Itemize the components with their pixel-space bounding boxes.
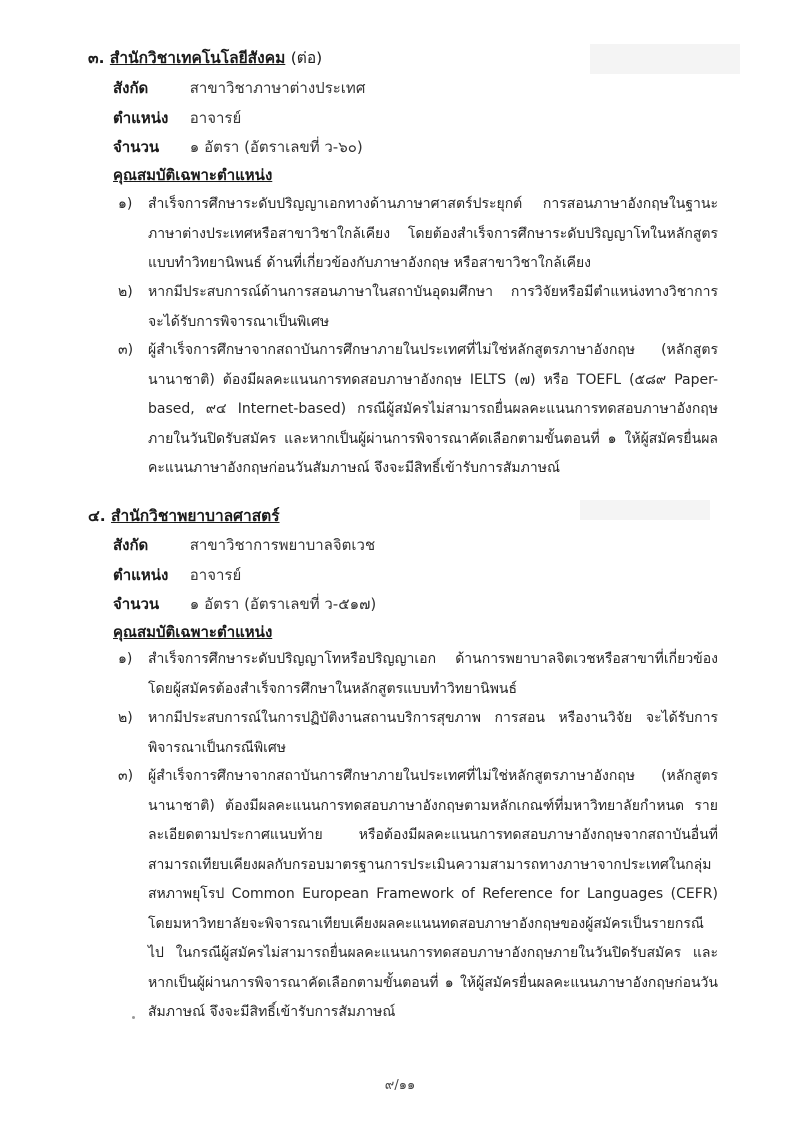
quantity-value: ๑ อัตรา (อัตราเลขที่ ว-๕๑๗) <box>189 595 377 613</box>
section-4-item-1 <box>118 645 718 704</box>
section-4-name: สำนักวิชาพยาบาลศาสตร์ <box>111 507 280 525</box>
item-number: ๑) <box>118 196 133 212</box>
item-number: ๒) <box>118 284 133 300</box>
page-number: ๙/๑๑ <box>384 1078 416 1093</box>
affiliation-label: สังกัด <box>113 536 149 554</box>
section-3-suffix: (ต่อ) <box>290 49 323 67</box>
item-text: สำเร็จการศึกษาระดับปริญญาเอกทางด้านภาษาศาสตร์ประยุกต์ การสอนภาษาอังกฤษในฐานะภาษาต่างประเทศหรือสาขาวิชาใกล้เคียง โดยต้องสำเร็จการศึกษาระดับปริญญาโทในหลักสูตรแบบทำวิทยานิพนธ์ ด้านที่เกี่ยวข้องกับภาษาอังกฤษ หรือสาขาวิชาใกล้เคียง <box>148 196 718 271</box>
position-value: อาจารย์ <box>189 109 242 127</box>
affiliation-label: สังกัด <box>113 79 149 97</box>
section-4-item-3 <box>118 762 718 1028</box>
section-4-item-2 <box>118 704 718 763</box>
section-3-item-3 <box>118 336 718 484</box>
section-3-item-2 <box>118 278 718 337</box>
section-3-qualifications-heading: คุณสมบัติเฉพาะตำแหน่ง <box>113 166 273 184</box>
section-3-position <box>113 106 241 130</box>
section-3-item-1 <box>118 190 718 279</box>
item-text: ผู้สำเร็จการศึกษาจากสถาบันการศึกษาภายในประเทศที่ไม่ใช่หลักสูตรภาษาอังกฤษ (หลักสูตรนานาชาติ) ต้องมีผลคะแนนการทดสอบภาษาอังกฤษ IELTS (๗) หรือ TOEFL (๕๘๙ Paper-based, ๙๔ Internet-based) กรณีผู้สมัครไม่สามารถยื่นผลคะแนนการทดสอบภาษาอังกฤษภายในวันปิดรับสมัคร และหากเป็นผู้ผ่านการพิจารณาคัดเลือกตามขั้นตอนที่ ๑ ให้ผู้สมัครยื่นผลคะแนนภาษาอังกฤษก่อนวันสัมภาษณ์ จึงจะมีสิทธิ์เข้ารับการสัมภาษณ์ <box>148 342 718 476</box>
position-label: ตำแหน่ง <box>113 109 169 127</box>
item-text: ผู้สำเร็จการศึกษาจากสถาบันการศึกษาภายในประเทศที่ไม่ใช่หลักสูตรภาษาอังกฤษ (หลักสูตรนานาชาติ) ต้องมีผลคะแนนการทดสอบภาษาอังกฤษตามหลักเกณฑ์ที่มหาวิทยาลัยกำหนด รายละเอียดตามประกาศแนบท้าย หรือต้องมีผลคะแนนการทดสอบภาษาอังกฤษจากสถาบันอื่นที่สามารถเทียบเคียงผลกับกรอบมาตรฐานการประเมินความสามารถทางภาษาจากประเทศในกลุ่มสหภาพยุโรป Common European Framework of Reference for Languages (CEFR) โดยมหาวิทยาลัยจะพิจารณาเทียบเคียงผลคะแนนทดสอบภาษาอังกฤษของผู้สมัครเป็นรายกรณีไป ในกรณีผู้สมัครไม่สามารถยื่นผลคะแนนการทดสอบภาษาอังกฤษภายในวันปิดรับสมัคร และหากเป็นผู้ผ่านการพิจารณาคัดเลือกตามขั้นตอนที่ ๑ ให้ผู้สมัครยื่นผลคะแนนภาษาอังกฤษก่อนวันสัมภาษณ์ จึงจะมีสิทธิ์เข้ารับการสัมภาษณ์ <box>148 768 718 1020</box>
item-number: ๓) <box>118 768 134 784</box>
scan-artifact <box>590 44 740 74</box>
section-4-title <box>88 504 280 528</box>
section-3-number: ๓. <box>88 49 105 67</box>
section-4-qualifications-heading: คุณสมบัติเฉพาะตำแหน่ง <box>113 623 273 641</box>
section-3-affiliation <box>113 76 365 100</box>
scan-artifact <box>580 500 710 520</box>
item-number: ๑) <box>118 651 133 667</box>
item-text: สำเร็จการศึกษาระดับปริญญาโทหรือปริญญาเอก ด้านการพยาบาลจิตเวชหรือสาขาที่เกี่ยวข้อง โดยผู้สมัครต้องสำเร็จการศึกษาในหลักสูตรแบบทำวิทยานิพนธ์ <box>148 651 718 697</box>
affiliation-value: สาขาวิชาการพยาบาลจิตเวช <box>189 536 376 554</box>
section-4-position <box>113 563 241 587</box>
position-value: อาจารย์ <box>189 566 242 584</box>
quantity-label: จำนวน <box>113 138 160 156</box>
section-4-affiliation <box>113 533 375 557</box>
section-3-quantity <box>113 135 363 159</box>
scan-speck <box>132 1016 135 1019</box>
position-label: ตำแหน่ง <box>113 566 169 584</box>
section-4-number: ๔. <box>88 507 106 525</box>
item-number: ๓) <box>118 342 134 358</box>
quantity-label: จำนวน <box>113 595 160 613</box>
section-4-quantity <box>113 592 376 616</box>
section-3-title <box>88 46 322 70</box>
item-text: หากมีประสบการณ์ด้านการสอนภาษาในสถาบันอุดมศึกษา การวิจัยหรือมีตำแหน่งทางวิชาการจะได้รับการพิจารณาเป็นพิเศษ <box>148 284 718 330</box>
item-number: ๒) <box>118 710 133 726</box>
item-text: หากมีประสบการณ์ในการปฏิบัติงานสถานบริการสุขภาพ การสอน หรืองานวิจัย จะได้รับการพิจารณาเป็นกรณีพิเศษ <box>148 710 718 756</box>
quantity-value: ๑ อัตรา (อัตราเลขที่ ว-๖๐) <box>189 138 363 156</box>
affiliation-value: สาขาวิชาภาษาต่างประเทศ <box>189 79 366 97</box>
section-3-name: สำนักวิชาเทคโนโลยีสังคม <box>109 49 286 67</box>
